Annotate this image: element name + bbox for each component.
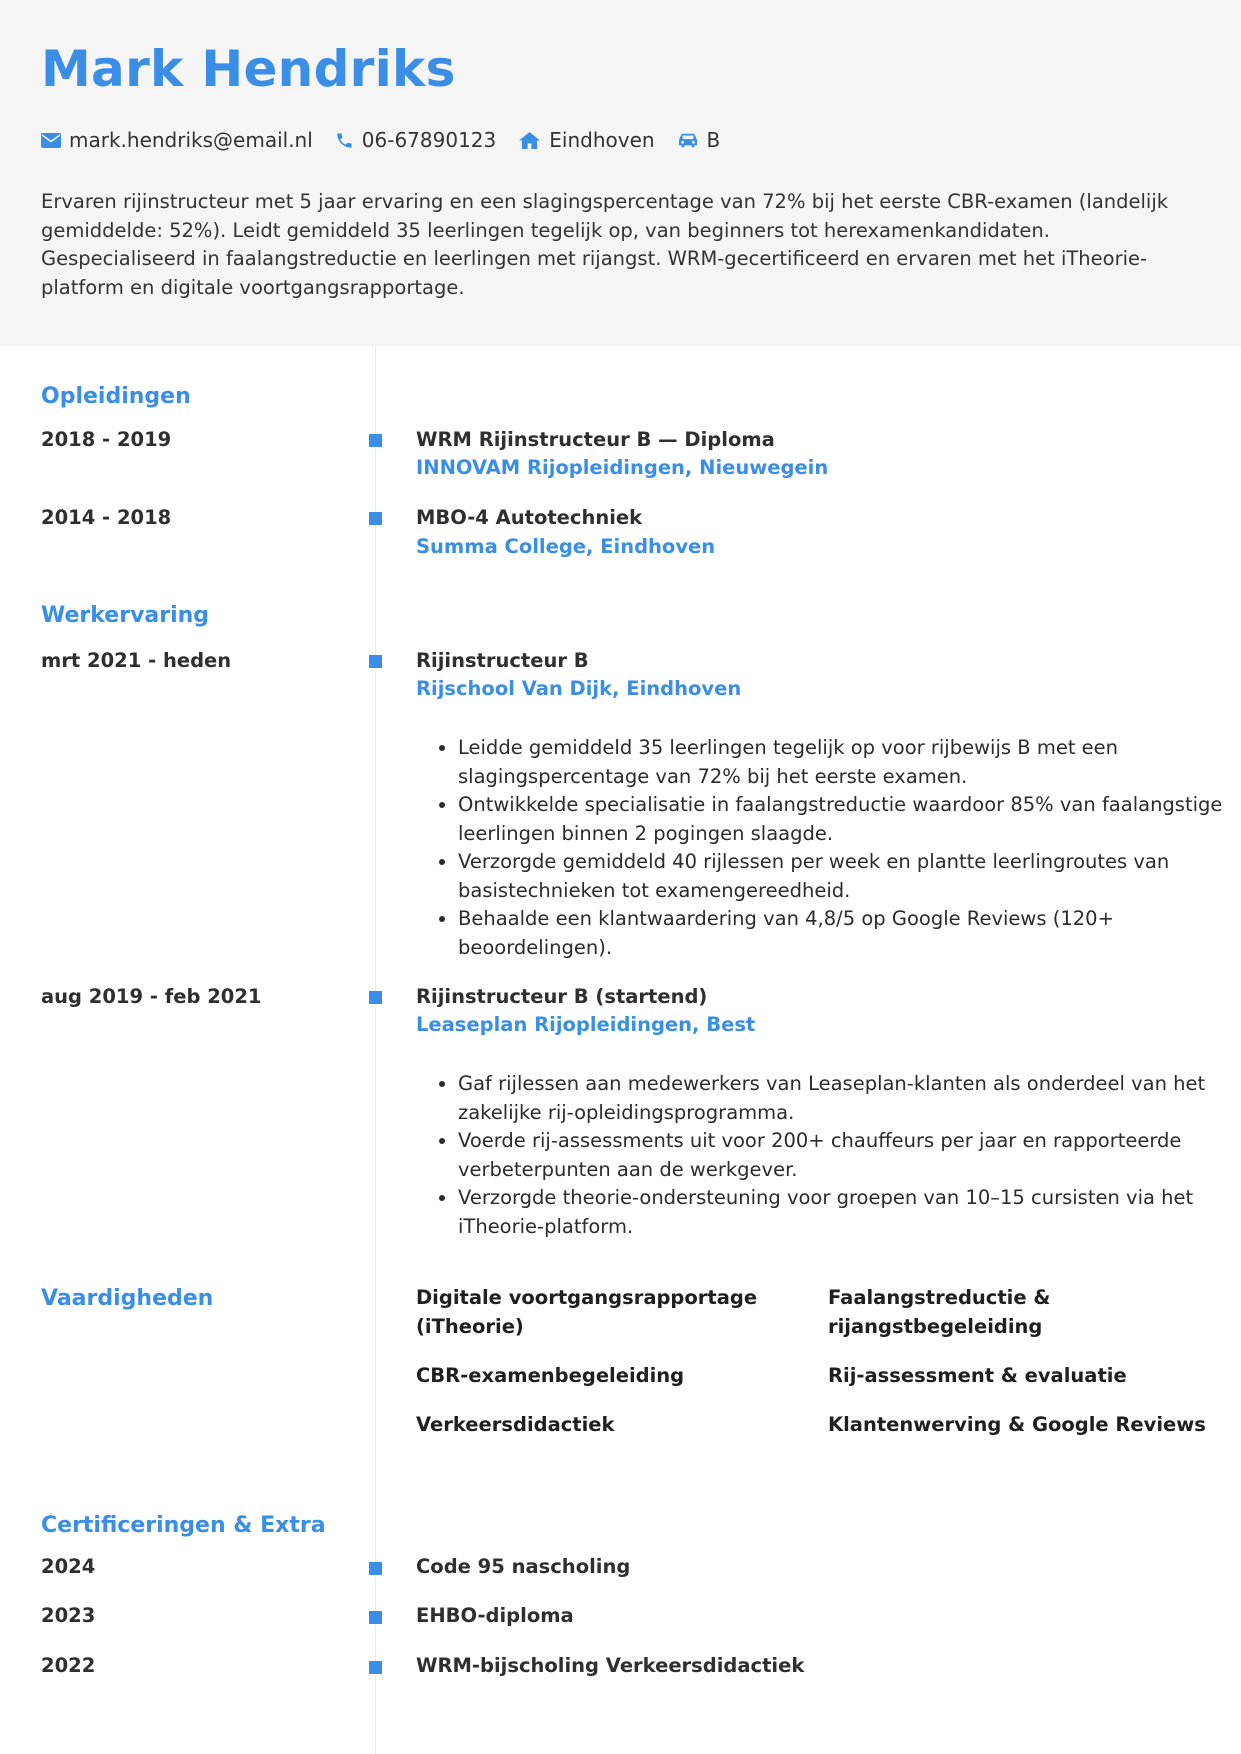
candidate-name: Mark Hendriks: [41, 40, 456, 98]
education-institution: INNOVAM Rijopleidingen, Nieuwegein: [416, 456, 829, 479]
car-icon: [677, 131, 699, 149]
job-bullet-list: [416, 1070, 1238, 1241]
city-text: Eindhoven: [549, 128, 655, 152]
section-title-skills: Vaardigheden: [41, 1286, 214, 1311]
job-date: aug 2019 - feb 2021: [41, 985, 262, 1008]
timeline-marker: [369, 991, 382, 1004]
certification-title: EHBO-diploma: [416, 1604, 574, 1627]
education-title: MBO-4 Autotechniek: [416, 506, 643, 529]
contact-city: [518, 128, 654, 152]
list-item: • Ontwikkelde specialisatie in faalangstreductie waardoor 85% van faalangstige leerlingen binnen 2 pogingen slaagde.: [458, 791, 1238, 848]
job-bullet-list: [416, 734, 1238, 962]
timeline-marker: [369, 1661, 382, 1674]
section-title-experience: Werkervaring: [41, 603, 210, 628]
email-text: mark.hendriks@email.nl: [69, 128, 313, 152]
skill-item: Digitale voortgangsrapportage (iTheorie): [416, 1286, 758, 1338]
job-employer: Rijschool Van Dijk, Eindhoven: [416, 677, 742, 700]
certification-date: 2024: [41, 1555, 96, 1578]
section-title-certifications: Certificeringen & Extra: [41, 1513, 326, 1538]
timeline-marker: [369, 655, 382, 668]
section-title-education: Opleidingen: [41, 384, 191, 409]
home-icon: [518, 131, 541, 150]
list-item: • Behaalde een klantwaardering van 4,8/5 op Google Reviews (120+ beoordelingen).: [458, 905, 1238, 962]
phone-icon: [335, 131, 354, 150]
contact-info: [41, 128, 742, 152]
timeline-marker: [369, 1562, 382, 1575]
education-title: WRM Rijinstructeur B — Diploma: [416, 428, 775, 451]
profile-summary: Ervaren rijinstructeur met 5 jaar ervaring en een slagingspercentage van 72% bij het eerste CBR-examen (landelijk gemiddelde: 52%). Leidt gemiddeld 35 leerlingen tegelijk op, van beginners tot herexamenkandidaten. Gespecialiseerd in faalangstreductie en leerlingen met rijangst. WRM-gecertificeerd en ervaren met het iTheorie-platform en digitale voortgangsrapportage.: [41, 190, 1169, 299]
education-date: 2018 - 2019: [41, 428, 172, 451]
header: [0, 0, 1241, 346]
job-title: Rijinstructeur B: [416, 649, 589, 672]
contact-email: [41, 128, 313, 152]
education-institution: Summa College, Eindhoven: [416, 535, 716, 558]
certification-title: WRM-bijscholing Verkeersdidactiek: [416, 1654, 805, 1677]
license-text: B: [706, 128, 721, 152]
list-item: • Verzorgde gemiddeld 40 rijlessen per week en plantte leerlingroutes van basistechnieken tot examengereedheid.: [458, 848, 1238, 905]
job-employer: Leaseplan Rijopleidingen, Best: [416, 1013, 756, 1036]
timeline-marker: [369, 434, 382, 447]
phone-text: 06-67890123: [361, 128, 497, 152]
skill-item: CBR-examenbegeleiding: [416, 1364, 685, 1387]
certification-date: 2023: [41, 1604, 96, 1627]
skill-item: Verkeersdidactiek: [416, 1413, 615, 1436]
certification-date: 2022: [41, 1654, 96, 1677]
contact-phone: [335, 128, 496, 152]
job-date: mrt 2021 - heden: [41, 649, 232, 672]
list-item: • Leidde gemiddeld 35 leerlingen tegelijk op voor rijbewijs B met een slagingspercentage van 72% bij het eerste examen.: [458, 734, 1238, 791]
education-date: 2014 - 2018: [41, 506, 172, 529]
list-item: • Verzorgde theorie-ondersteuning voor groepen van 10–15 cursisten via het iTheorie-platform.: [458, 1184, 1238, 1241]
certification-title: Code 95 nascholing: [416, 1555, 631, 1578]
skill-item: Klantenwerving & Google Reviews: [828, 1413, 1206, 1436]
list-item: • Gaf rijlessen aan medewerkers van Leaseplan-klanten als onderdeel van het zakelijke rij-opleidingsprogramma.: [458, 1070, 1238, 1127]
timeline-marker: [369, 512, 382, 525]
envelope-icon: [41, 133, 61, 148]
timeline-marker: [369, 1611, 382, 1624]
skill-item: Faalangstreductie & rijangstbegeleiding: [828, 1286, 1051, 1338]
timeline-divider: [375, 346, 376, 1754]
contact-license: [677, 128, 721, 152]
list-item: • Voerde rij-assessments uit voor 200+ chauffeurs per jaar en rapporteerde verbeterpunten aan de werkgever.: [458, 1127, 1238, 1184]
skill-item: Rij-assessment & evaluatie: [828, 1364, 1127, 1387]
job-title: Rijinstructeur B (startend): [416, 985, 708, 1008]
